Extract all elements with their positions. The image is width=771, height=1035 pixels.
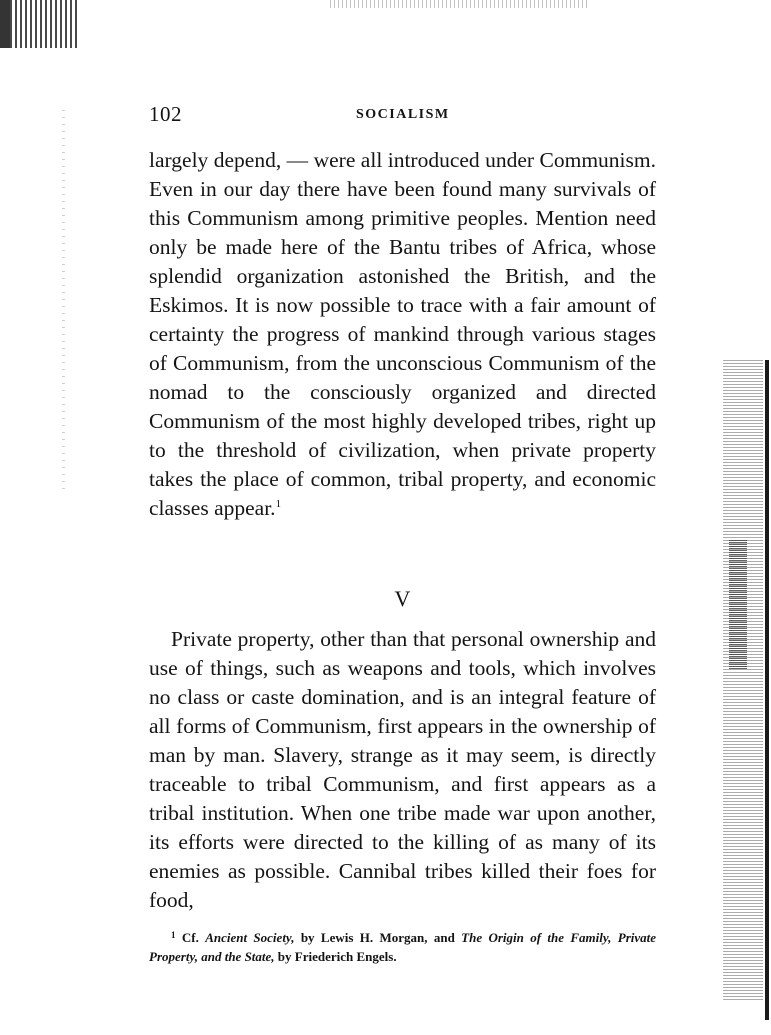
footnote-prefix: Cf. [181,930,199,945]
scan-artifact-top-strip [330,0,590,8]
scan-artifact-top-left [0,0,80,48]
footnote-middle: by Lewis H. Morgan, and [300,930,455,945]
scan-artifact-left-margin [62,110,65,490]
footnote-title-1: Ancient Society, [205,930,295,945]
paragraph-2-text: Private property, other than that personal ownership and use of things, such as weapons and tools, which involves no class or caste domination, and is an integral feature of all forms of Communism, first appears in the ownership of man by man. Slavery, strange as it may seem, is directly traceable to tribal Communism, and first appears as a tribal institution. When one tribe made war upon another, its efforts were directed to the killing of as many of its enemies as possible. Cannibal tribes killed their foes for food, [149,627,656,912]
footnote [149,926,656,966]
footnote-suffix: by Friederich Engels. [277,949,397,964]
paragraph-1 [149,146,656,523]
footnote-marker: 1 [171,930,176,940]
scan-artifact-right-edge [723,360,763,1000]
paragraph-1-text: largely depend, — were all introduced under Communism. Even in our day there have been found many survivals of this Communism among primitive peoples. Mention need only be made here of the Bantu tribes of Africa, whose splendid organization astonished the British, and the Eskimos. It is now possible to trace with a fair amount of certainty the progress of mankind through various stages of Communism, from the unconscious Communism of the nomad to the consciously organized and directed Communism of the most highly developed tribes, right up to the threshold of civilization, when private property takes the place of common, tribal property, and economic classes appear. [149,148,656,520]
running-title: SOCIALISM [356,107,450,122]
scan-artifact-right-line [765,360,769,1020]
section-number: V [394,586,411,611]
footnote-reference: 1 [275,498,282,510]
page-number: 102 [149,102,182,126]
paragraph-2 [149,625,656,915]
footnote-title-2: The Origin of the Family, Private Property, and the State, [149,930,657,964]
